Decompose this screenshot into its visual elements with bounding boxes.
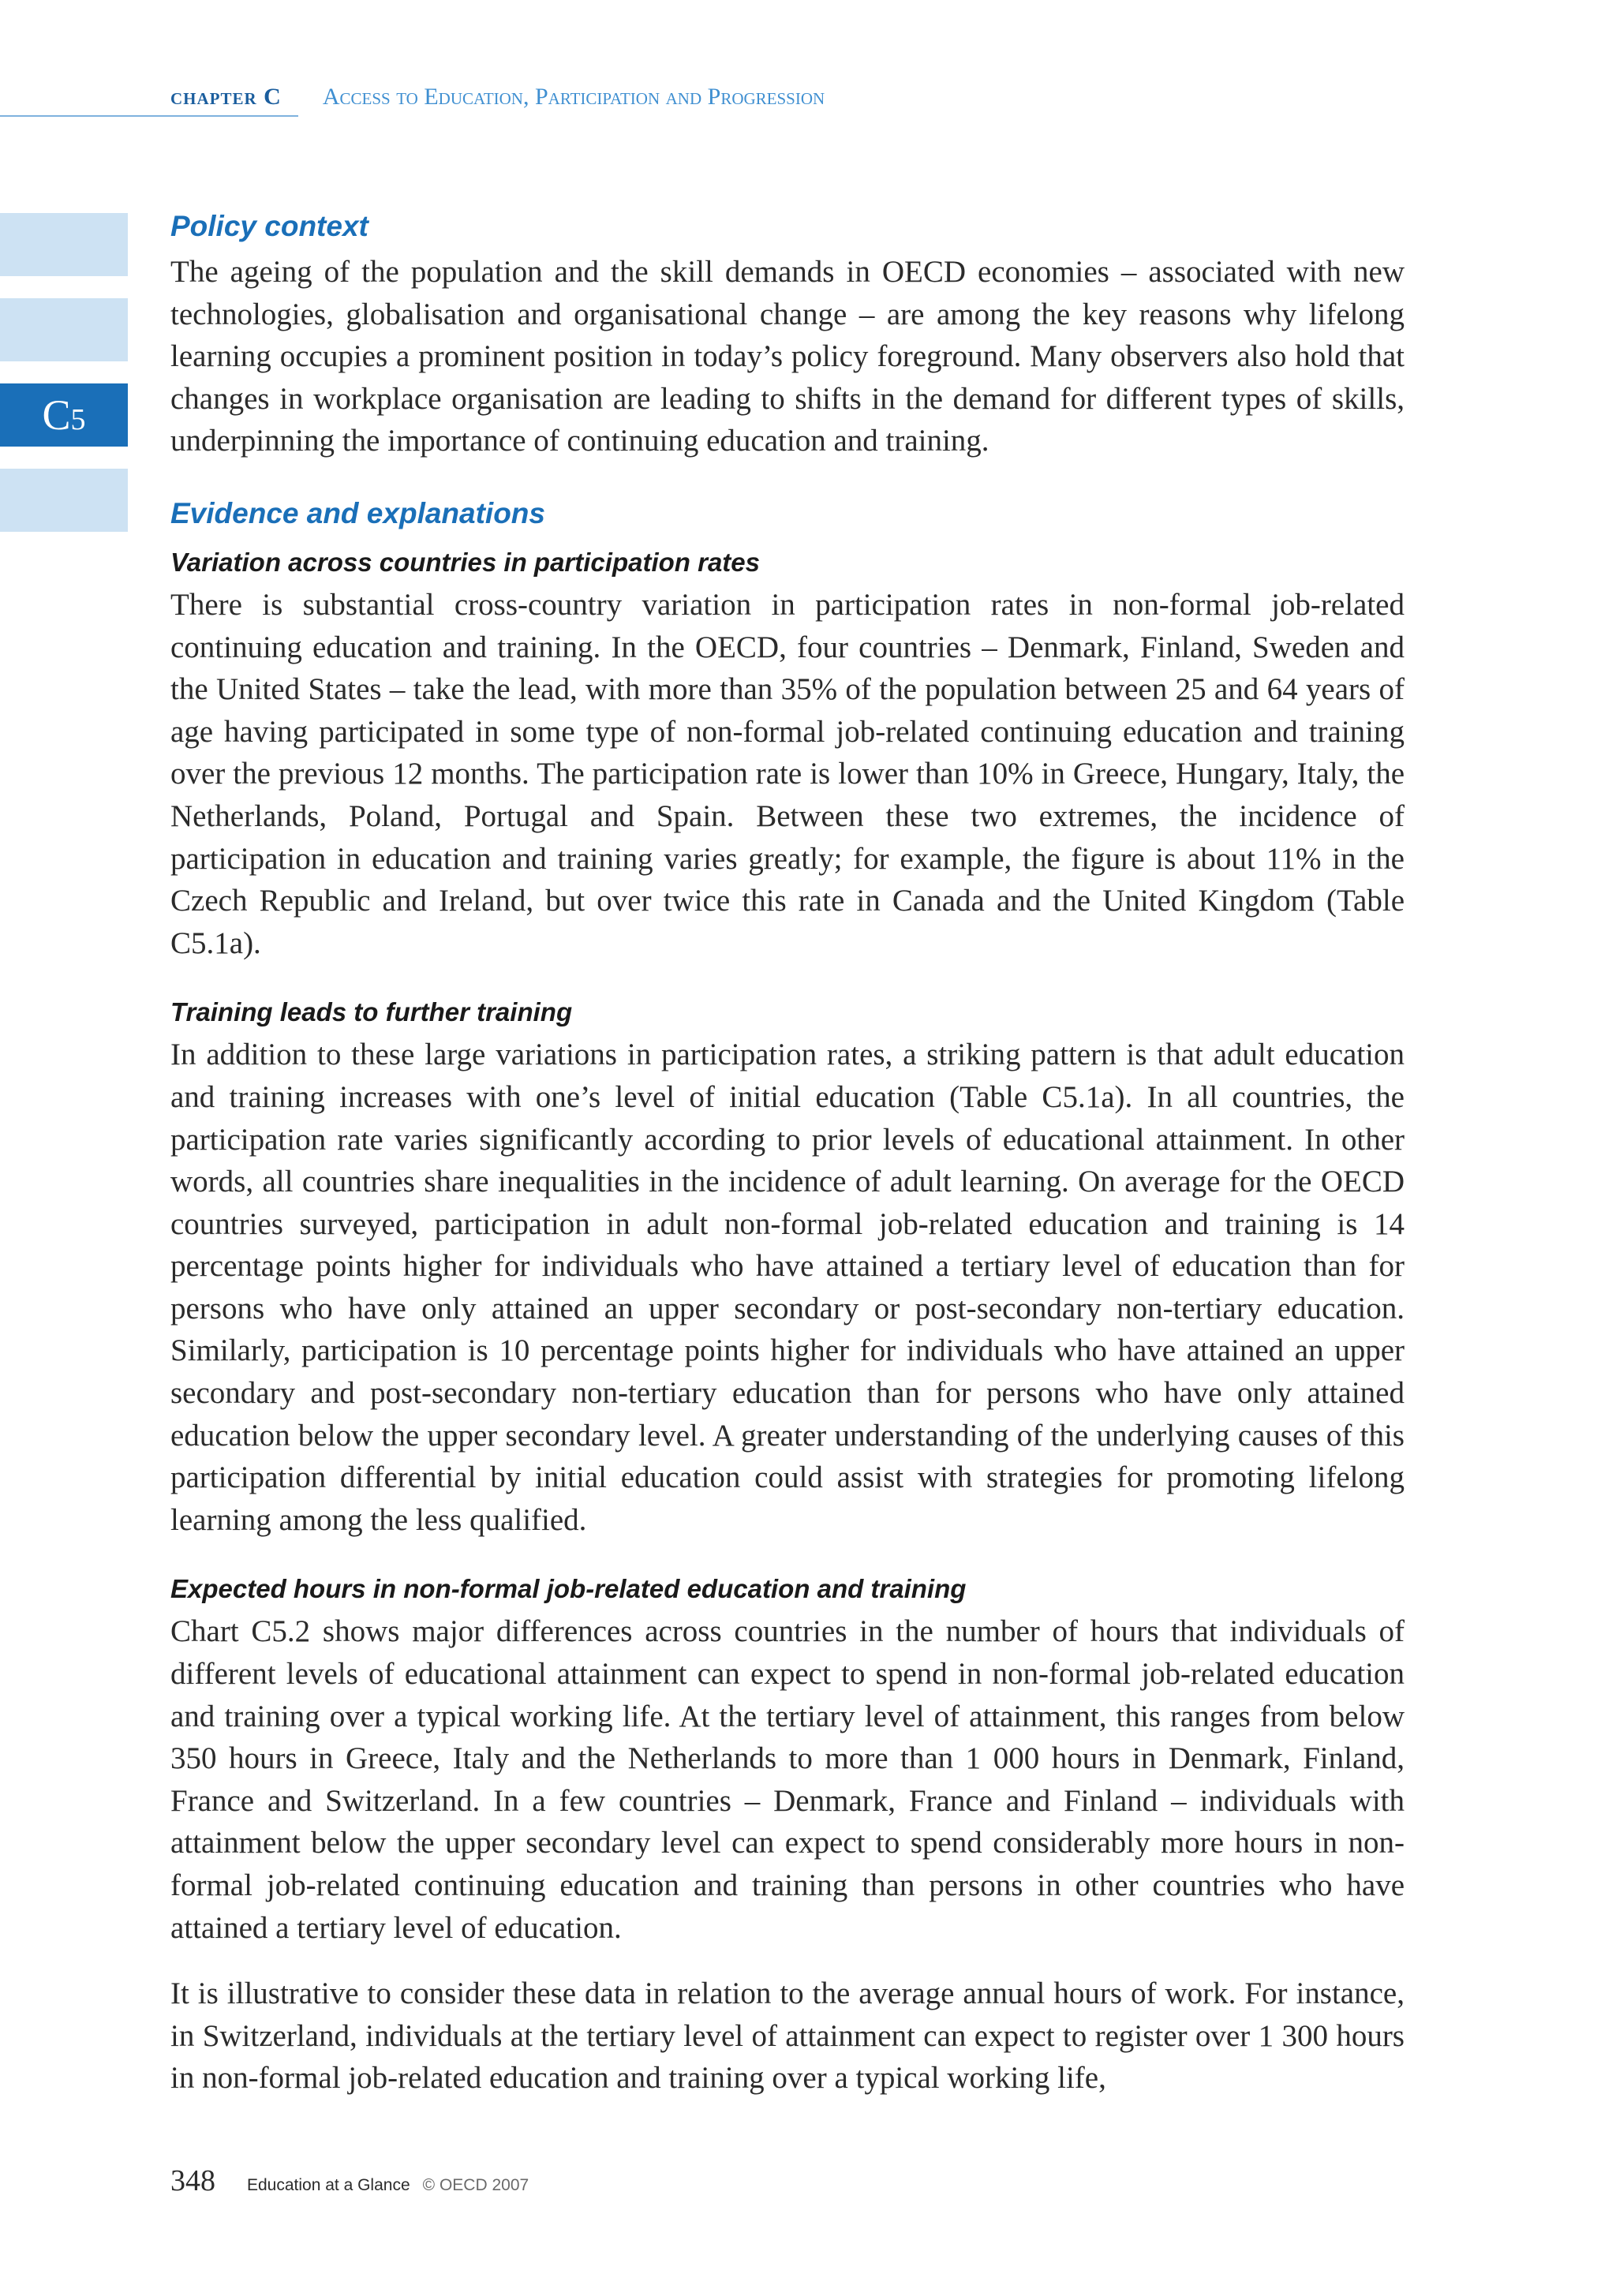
page-footer [170,2163,529,2198]
expected-hours-subheading: Expected hours in non-formal job-related education and training [170,1574,967,1604]
training-subheading: Training leads to further training [170,997,573,1027]
policy-context-heading: Policy context [170,210,368,242]
side-tab-decoration [0,469,128,532]
copyright-notice: © OECD 2007 [422,2176,529,2194]
chapter-title: Access to Education, Participation and Progression [322,84,825,110]
variation-subheading: Variation across countries in participation rates [170,547,760,577]
expected-hours-paragraph: Chart C5.2 shows major differences across countries in the number of hours that individuals of different levels of educational attainment can expect to spend in non-formal job-related education and training over a typical working life. At the tertiary level of attainment, this ranges from below 350 hours in Greece, Italy and the Netherlands to more than 1 000 hours in Denmark, Finland, France and Switzerland. In a few countries – Denmark, France and Finland – individuals with attainment below the upper secondary level can expect to spend considerably more hours in non-formal job-related continuing education and training than persons in other countries who have attained a tertiary level of education. [170,1614,1405,1945]
policy-context-paragraph: The ageing of the population and the skill demands in OECD economies – associated with new technologies, globalisation and organisational change – are among the key reasons why lifelong learning occupies a prominent position in today’s policy foreground. Many observers also hold that changes in workplace organisation are leading to shifts in the demand for different types of skills, underpinning the importance of continuing education and training. [170,255,1405,458]
chapter-label: chapter C [170,84,282,110]
main-content [170,204,1405,2100]
illustrative-paragraph: It is illustrative to consider these data in relation to the average annual hours of work. For instance, in Switzerland, individuals at the tertiary level of attainment can expect to register over 1 300 hours in non-formal job-related education and training over a typical working life, [170,1976,1405,2096]
variation-paragraph: There is substantial cross-country variation in participation rates in non-formal job-related continuing education and training. In the OECD, four countries – Denmark, Finland, Sweden and the United States – take the lead, with more than 35% of the population between 25 and 64 years of age having participated in some type of non-formal job-related continuing education and training over the previous 12 months. The participation rate is lower than 10% in Greece, Hungary, Italy, the Netherlands, Poland, Portugal and Spain. Between these two extremes, the incidence of participation in education and training varies greatly; for example, the figure is about 11% in the Czech Republic and Ireland, but over twice this rate in Canada and the United Kingdom (Table C5.1a). [170,587,1405,960]
book-title: Education at a Glance [247,2176,410,2194]
evidence-heading: Evidence and explanations [170,496,545,529]
running-header [170,84,825,120]
side-tab-decoration [0,213,128,276]
side-tab-decoration [0,298,128,361]
chapter-section-label: C5 [42,391,86,439]
chapter-section-tab [0,383,128,447]
training-paragraph: In addition to these large variations in participation rates, a striking pattern is that adult education and training increases with one’s level of initial education (Table C5.1a). In all countries, the participation rate varies significantly according to prior levels of educational attainment. In other words, all countries share inequalities in the incidence of adult learning. On average for the OECD countries surveyed, participation in adult non-formal job-related education and training is 14 percentage points higher for individuals who have attained a tertiary level of education than for persons who have only attained an upper secondary or post-secondary non-tertiary education. Similarly, participation is 10 percentage points higher for individuals who have attained an upper secondary and post-secondary non-tertiary education than for persons who have only attained education below the upper secondary level. A greater understanding of the underlying causes of this participation differential by initial education could assist with strategies for promoting lifelong learning among the less qualified. [170,1038,1405,1537]
page-number: 348 [170,2164,215,2197]
